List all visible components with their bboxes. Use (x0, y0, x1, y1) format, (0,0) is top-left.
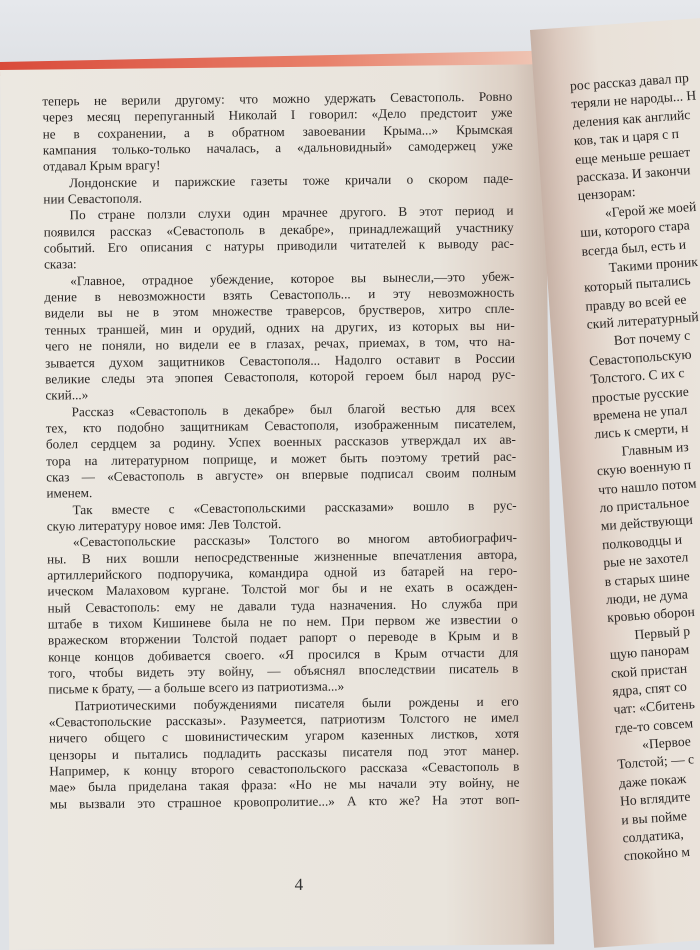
text-line: вражеском вторжении Толстой подает рапорт о переводе в Крым и в (47, 627, 519, 648)
text-line: штабе в тихом Кишиневе была не по нем. При первом же известии о (47, 611, 518, 632)
text-line: люди, не дума (605, 586, 689, 608)
text-line: болел сердцем за родину. Успех военных рассказов утверждал их ав- (45, 431, 516, 452)
text-line: скую военную п (596, 457, 692, 479)
text-line: Первый р (633, 623, 691, 642)
text-line: тенных траншей, мин и орудий, одних на других, из которых вы ни- (44, 317, 515, 338)
text-line: Такими проник (608, 253, 699, 275)
text-line: скую литературу новое имя: Лев Толстой. (46, 516, 282, 534)
text-line: полководцы и (601, 531, 683, 552)
text-line: который пытались (583, 272, 692, 296)
text-line: кампания только-только началась, а «дальновидный» самодержец уже (42, 137, 513, 158)
text-line: цензорам: (577, 184, 636, 204)
text-line: Главным из (621, 438, 690, 459)
text-line: Лондонские и парижские газеты тоже кричали о скором паде- (69, 170, 514, 191)
text-line: ши, которого стара (579, 217, 691, 241)
text-line: не в сохранении, а в обратном завоевании Крыма...» Крымская (42, 121, 513, 142)
text-line: спокойно м (623, 844, 691, 864)
text-line: письме к брату, — а больше всего из патриотизма...» (48, 678, 345, 697)
text-line: ской пристан (610, 660, 688, 681)
text-line: отдавал Крым врагу! (42, 157, 161, 174)
text-line: чат: «Сбитень (613, 696, 696, 718)
text-line: рос рассказ давал пр (569, 70, 690, 94)
text-line: где-то совсем (614, 715, 694, 736)
text-line: щую панорам (609, 641, 690, 663)
text-line: цензоры и пытались подладить рассказы писателя под этот манер. (49, 742, 520, 763)
text-line: еще меньше решает (574, 143, 691, 167)
text-line: Вот почему с (613, 328, 691, 349)
text-line: теряли не народы... Н (570, 87, 697, 112)
text-line: чего не поняли, но видели ее в глазах, речах, приемах, в том, что на- (44, 333, 515, 354)
text-line: дение в невозможности взять Севастополь... и эту невозможность (44, 284, 515, 305)
text-line: сказ — «Севастополь в августе» он впервые подписал своим полным (46, 464, 517, 485)
right-page (530, 15, 700, 948)
text-line: тех, кто подобно защитникам Севастополя, изображенным писателем, (45, 415, 516, 436)
text-line: Севастопольскую (588, 346, 692, 369)
text-line: Например, к концу второго севастопольского рассказа «Севастополь в (49, 758, 520, 779)
text-line: ми действующи (600, 512, 694, 534)
text-line: конце концов добивается своего. «Я просился в Крым отчасти для (48, 644, 519, 665)
text-line: событий. Его описания с натуры приводили читателей к выводу рас- (43, 235, 514, 256)
text-line: Толстой; — с (616, 751, 695, 773)
text-line: времена не упал (592, 402, 688, 424)
text-line: всегда был, есть и (581, 236, 687, 259)
text-line: появился рассказ «Севастополь в декабре», принадлежащий участнику (43, 219, 514, 240)
text-line: ничего общего с шовинистическим угаром казенных листков, хотя (48, 726, 520, 746)
text-line: «Главное, отрадное убеждение, которое вы вынесли,—это убеж- (70, 268, 515, 289)
text-line: деления как английс (572, 106, 691, 131)
text-line: сказа: (43, 256, 77, 272)
text-line: правду во всей ее (584, 291, 687, 314)
text-line: в старых шине (604, 567, 691, 589)
text-line: ский литературный (586, 309, 700, 332)
text-line: Так вместе с «Севастопольскими рассказами» вошло в рус- (72, 497, 517, 517)
text-line: Рассказ «Севастополь в декабре» был благой вестью для всех (71, 399, 516, 419)
text-line: «Севастопольские рассказы». Разумеется, патриотизм Толстого не имел (48, 709, 519, 730)
text-line: того, чтобы видеть эту войну, — объяснял впоследствии писатель в (48, 660, 519, 681)
text-line: что нашло потом (597, 475, 697, 497)
text-line: По стране ползли слухи один мрачнее другого. В этот период и (69, 203, 514, 223)
text-line: рые не захотел (602, 549, 689, 571)
text-line: зывается духом защитников Севастополя... Надолго оставит в России (44, 350, 516, 371)
text-line: ядра, спят со (611, 678, 688, 699)
text-line: «Севастопольские рассказы» Толстого во многом автобиографич- (72, 529, 518, 550)
text-line: мае» была приделана такая фраза: «Но не мы начали эту войну, не (49, 775, 520, 795)
text-line: «Первое (641, 733, 692, 752)
text-line: видели вы не в этом множестве траверсов, брустверов, хитро спле- (44, 301, 515, 322)
left-page (0, 64, 554, 950)
text-line: именем. (46, 485, 93, 501)
text-line: нии Севастополя. (43, 190, 143, 207)
text-line: через месяц перепуганный Николай I говорил: «Дело предстоит уже (42, 104, 513, 125)
text-line: Патриотическими побуждениями писателя были рождены и его (74, 693, 519, 713)
text-line: великие следы эта эпопея Севастополя, которой героем был народ рус- (45, 366, 516, 387)
right-page-text (569, 59, 700, 866)
text-line: солдатика, (622, 826, 685, 846)
text-line: ическом Малаховом кургане. Толстой мог бы и не ехать в осажден- (47, 578, 518, 599)
text-line: ный Севастополь: ему не давали туда назначения. Но служба при (47, 595, 518, 616)
left-page-text (42, 89, 520, 813)
text-line: ны. В них вошли непосредственные жизненные впечатления автора, (47, 546, 518, 567)
text-line: «Герой же моей (604, 198, 697, 220)
text-line: ский...» (45, 387, 89, 403)
page-number: 4 (294, 874, 304, 894)
text-line: теперь не верили другому: что можно удержать Севастополь. Ровно (42, 88, 513, 109)
text-line: кровью оборон (606, 604, 696, 626)
text-line: артиллерийского подпоручика, командира одной из батарей на геро- (47, 562, 518, 583)
text-line: простые русские (591, 383, 690, 406)
text-line: тора на литературном поприще, и может быть поэтому третий рас- (46, 448, 517, 469)
text-line: мы вызвали это страшное кровопролитие...» А кто же? На этот воп- (49, 791, 520, 812)
text-line: Толстого. С их с (589, 365, 685, 387)
text-line: Но вглядите (619, 788, 691, 809)
text-line: ло пристальное (598, 494, 690, 516)
text-line: ков, так и царя с п (573, 126, 680, 149)
text-line: даже покаж (618, 770, 687, 791)
text-line: лись к смерти, н (593, 420, 689, 442)
text-line: и вы пойме (620, 807, 688, 828)
text-line: рассказа. И закончи (575, 162, 691, 186)
